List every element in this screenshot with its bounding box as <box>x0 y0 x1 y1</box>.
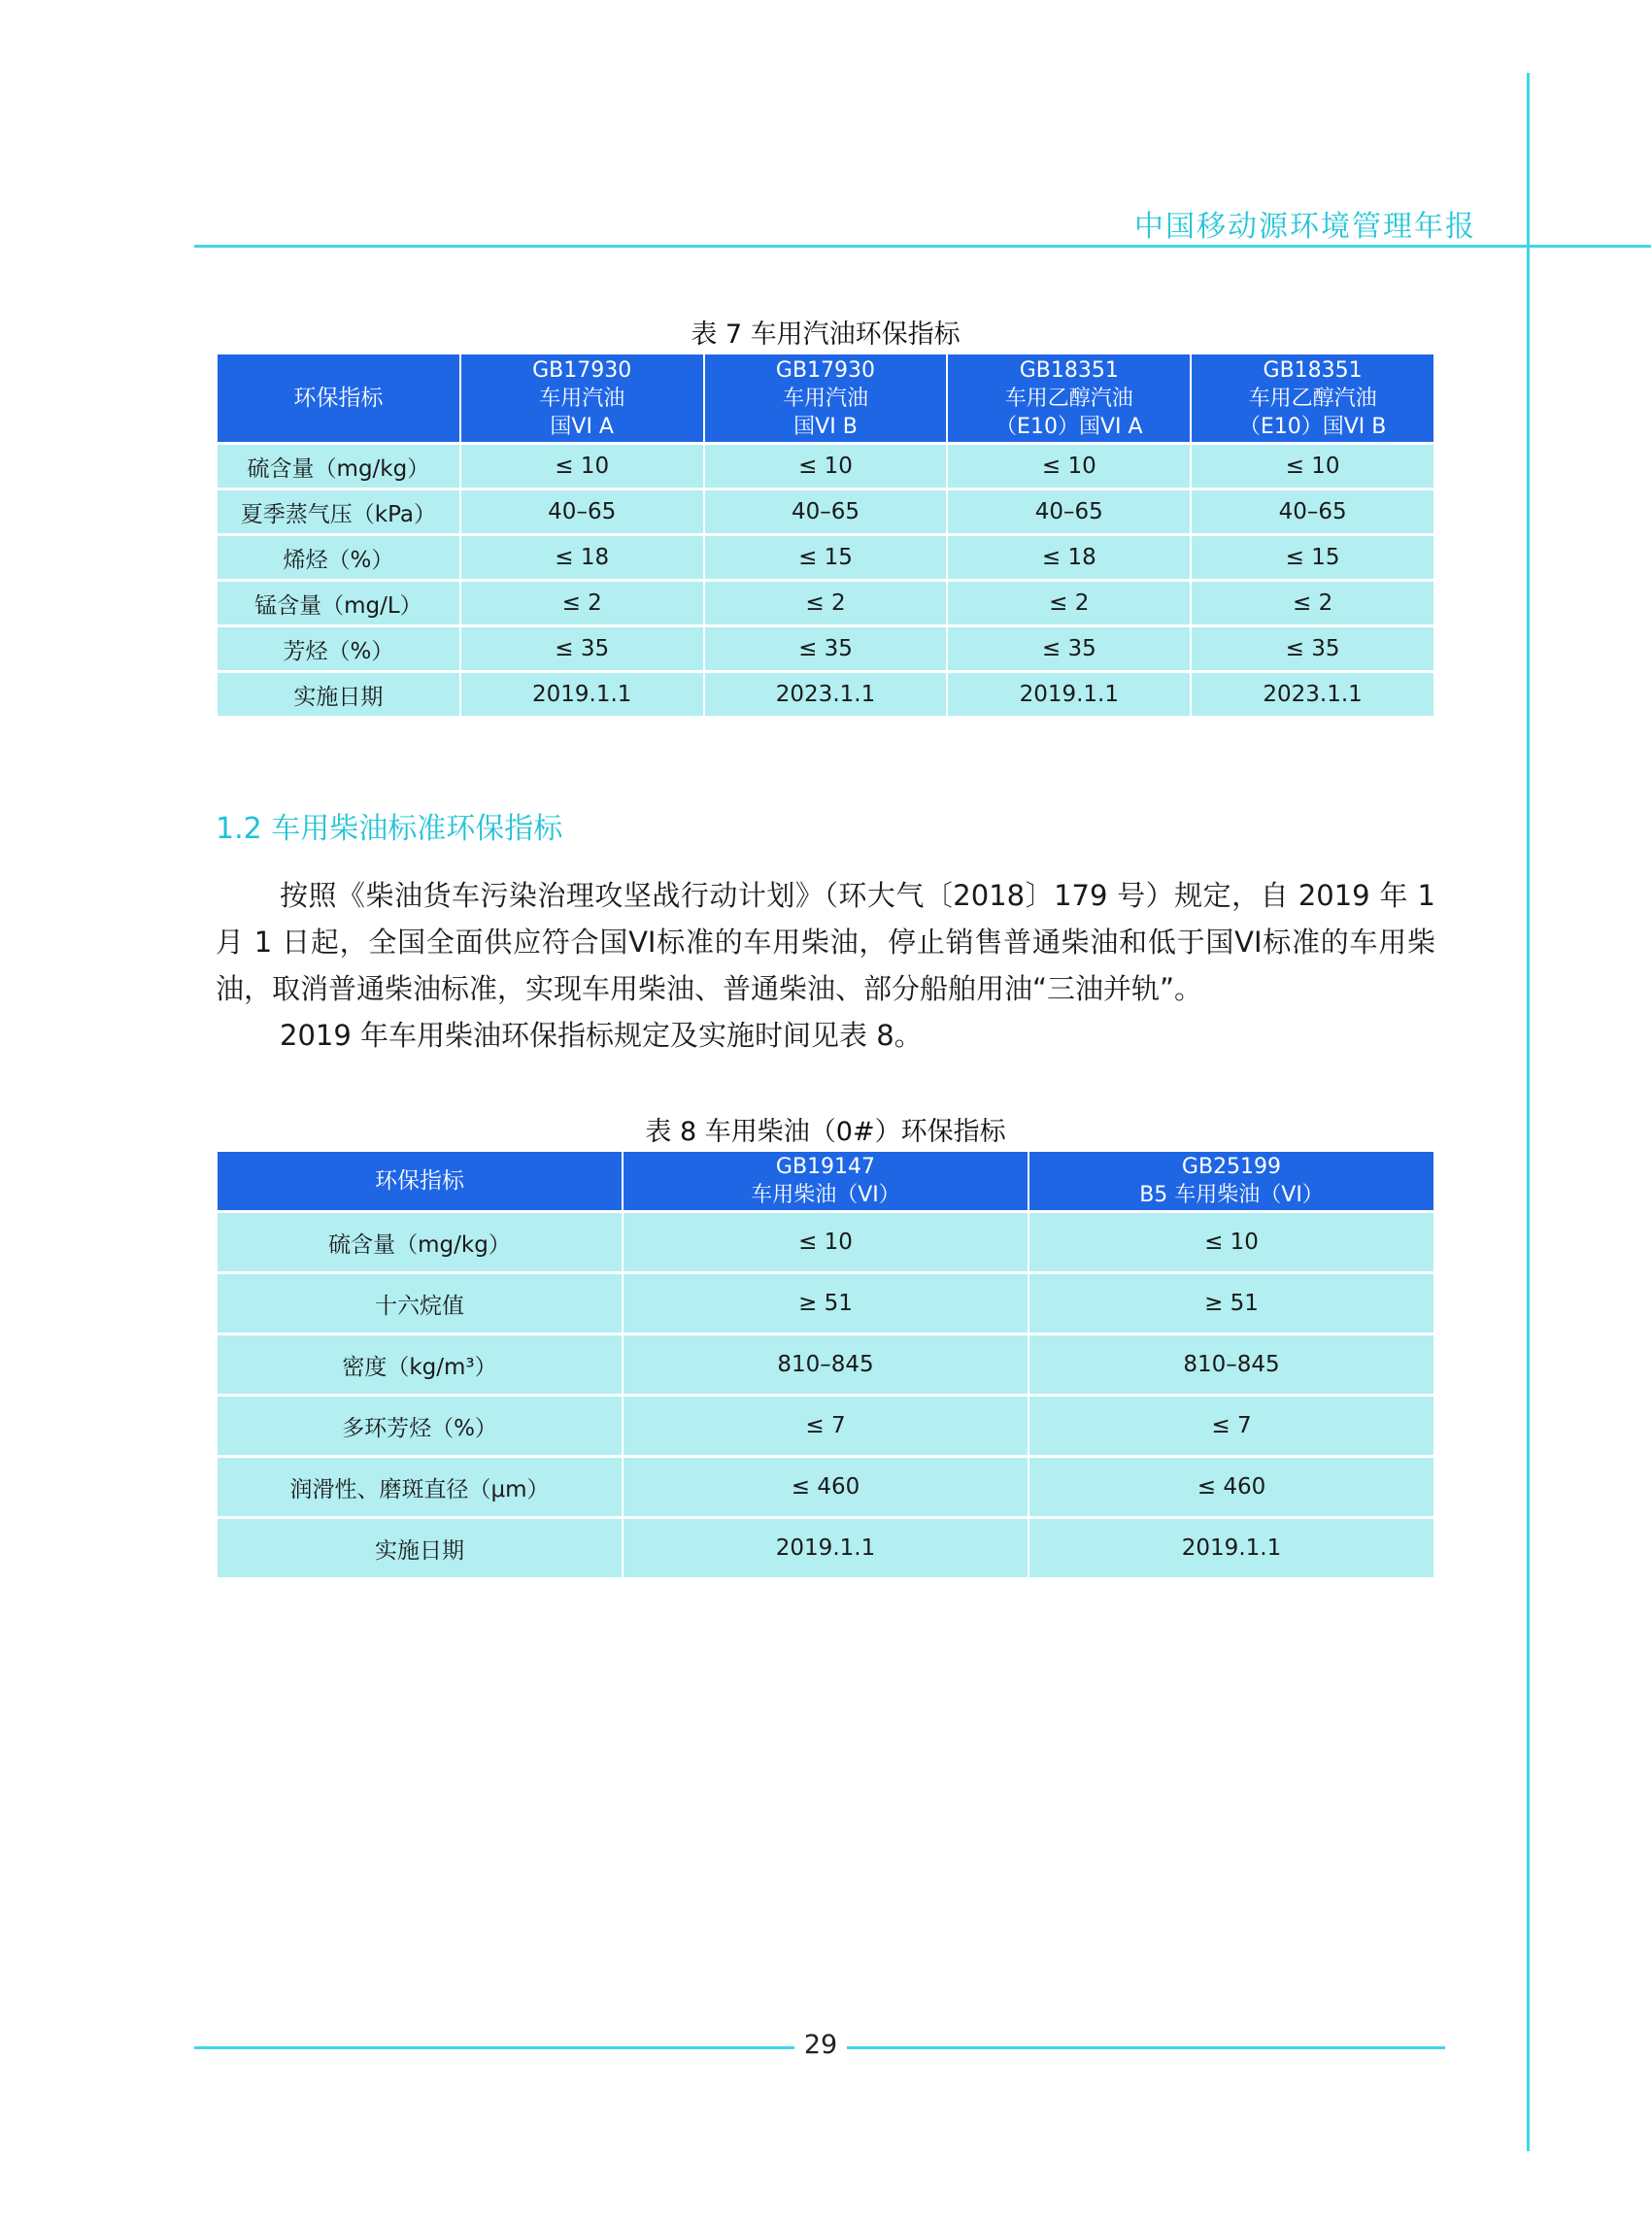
table-row <box>218 582 1433 624</box>
table-cell: ≤ 10 <box>624 1213 1028 1271</box>
column-header <box>1029 1152 1433 1210</box>
section-body <box>216 872 1435 1059</box>
table-cell: ≤ 15 <box>705 536 947 579</box>
table-cell: ≤ 10 <box>461 445 703 488</box>
column-header <box>461 354 703 442</box>
column-header <box>624 1152 1028 1210</box>
footer-rule-left <box>194 2046 794 2049</box>
footer-rule-right <box>847 2046 1445 2049</box>
table-cell: ≤ 35 <box>948 627 1190 670</box>
table-cell: 2019.1.1 <box>1029 1519 1433 1577</box>
column-header <box>1192 354 1433 442</box>
table-row <box>218 1274 1433 1332</box>
table-cell: 2023.1.1 <box>1192 673 1433 716</box>
column-header-line: 环保指标 <box>293 385 384 411</box>
table-cell: ≤ 2 <box>948 582 1190 624</box>
column-header-line: B5 车用柴油（VI） <box>1139 1183 1324 1207</box>
table-cell: ≤ 10 <box>1192 445 1433 488</box>
page-edge-rule <box>1527 73 1530 2151</box>
column-header-line: GB18351 <box>1263 357 1363 383</box>
column-header-line: 车用汽油 <box>782 386 868 411</box>
column-header-line: （E10）国VI B <box>1238 414 1387 439</box>
table-cell: ≤ 460 <box>1029 1458 1433 1516</box>
column-header-line: 车用乙醇汽油 <box>1248 386 1377 411</box>
table-cell: 40–65 <box>948 490 1190 533</box>
row-label: 十六烷值 <box>218 1274 622 1332</box>
table-cell: 2019.1.1 <box>948 673 1190 716</box>
table-row <box>218 536 1433 579</box>
column-header-line: GB18351 <box>1019 357 1119 383</box>
table8-body <box>218 1213 1433 1577</box>
column-header-line: GB17930 <box>775 357 876 383</box>
table-cell: ≤ 35 <box>461 627 703 670</box>
column-header-line: 车用乙醇汽油 <box>1004 386 1133 411</box>
table8-title: 表 8 车用柴油（0#）环保指标 <box>645 1117 1006 1147</box>
column-header-line: GB17930 <box>532 357 632 383</box>
row-label: 烯烃（%） <box>218 536 459 579</box>
table-cell: ≤ 10 <box>948 445 1190 488</box>
table-row <box>218 1213 1433 1271</box>
table-row <box>218 627 1433 670</box>
table-cell: ≤ 10 <box>1029 1213 1433 1271</box>
table-cell: ≤ 10 <box>705 445 947 488</box>
page-number: 29 <box>803 2030 838 2060</box>
paragraph: 按照《柴油货车污染治理攻坚战行动计划》（环大气〔2018〕179 号）规定，自 2019 年 1 月 1 日起，全国全面供应符合国VI标准的车用柴油，停止销售普通柴油和低于国VI标准的车用柴油，取消普通柴油标准，实现车用柴油、普通柴油、部分船舶用油“三油并轨”。 <box>216 879 1435 1005</box>
row-label: 锰含量（mg/L） <box>218 582 459 624</box>
table-cell: ≤ 7 <box>624 1397 1028 1455</box>
table-cell: ≤ 7 <box>1029 1397 1433 1455</box>
table-row <box>218 1458 1433 1516</box>
table-cell: ≤ 460 <box>624 1458 1028 1516</box>
table-cell: 40–65 <box>461 490 703 533</box>
table-cell: 2023.1.1 <box>705 673 947 716</box>
table7-header-row <box>218 354 1433 442</box>
row-label: 芳烃（%） <box>218 627 459 670</box>
section-title: 1.2 车用柴油标准环保指标 <box>216 812 563 846</box>
column-header-line: GB19147 <box>775 1155 876 1179</box>
table-cell: ≤ 35 <box>705 627 947 670</box>
row-label: 多环芳烃（%） <box>218 1397 622 1455</box>
table7-body <box>218 445 1433 716</box>
table-cell: 810–845 <box>1029 1335 1433 1394</box>
column-header-line: 车用柴油（VI） <box>751 1183 900 1207</box>
table-cell: ≥ 51 <box>1029 1274 1433 1332</box>
table-cell: 2019.1.1 <box>624 1519 1028 1577</box>
row-label: 润滑性、磨斑直径（μm） <box>218 1458 622 1516</box>
column-header <box>218 354 459 442</box>
column-header <box>218 1152 622 1210</box>
table-cell: 40–65 <box>705 490 947 533</box>
table-cell: ≤ 35 <box>1192 627 1433 670</box>
row-label: 硫含量（mg/kg） <box>218 445 459 488</box>
table-cell: ≤ 2 <box>461 582 703 624</box>
table-row <box>218 673 1433 716</box>
column-header-line: 车用汽油 <box>539 386 625 411</box>
table8-diesel-standards <box>216 1149 1435 1580</box>
header-rule <box>194 245 1651 248</box>
table-cell: ≤ 2 <box>705 582 947 624</box>
row-label: 密度（kg/m³） <box>218 1335 622 1394</box>
table-row <box>218 490 1433 533</box>
column-header-line: （E10）国VI A <box>995 414 1143 439</box>
table-cell: 40–65 <box>1192 490 1433 533</box>
table-cell: ≤ 18 <box>948 536 1190 579</box>
running-title: 中国移动源环境管理年报 <box>1134 210 1476 244</box>
column-header <box>948 354 1190 442</box>
paragraph: 2019 年车用柴油环保指标规定及实施时间见表 8。 <box>280 1019 923 1052</box>
table-cell: 2019.1.1 <box>461 673 703 716</box>
column-header-line: 国VI B <box>793 414 858 439</box>
table-row <box>218 445 1433 488</box>
column-header-line: 国VI A <box>550 414 614 439</box>
table8-header-row <box>218 1152 1433 1210</box>
row-label: 实施日期 <box>218 1519 622 1577</box>
row-label: 硫含量（mg/kg） <box>218 1213 622 1271</box>
table-row <box>218 1519 1433 1577</box>
table-cell: ≤ 2 <box>1192 582 1433 624</box>
table-cell: ≤ 15 <box>1192 536 1433 579</box>
row-label: 夏季蒸气压（kPa） <box>218 490 459 533</box>
table7-gasoline-standards <box>216 352 1435 719</box>
column-header-line: GB25199 <box>1181 1155 1282 1179</box>
table-row <box>218 1335 1433 1394</box>
table-cell: ≤ 18 <box>461 536 703 579</box>
column-header-line: 环保指标 <box>375 1167 464 1194</box>
table-row <box>218 1397 1433 1455</box>
table-cell: 810–845 <box>624 1335 1028 1394</box>
row-label: 实施日期 <box>218 673 459 716</box>
column-header <box>705 354 947 442</box>
table7-title: 表 7 车用汽油环保指标 <box>691 320 961 350</box>
table-cell: ≥ 51 <box>624 1274 1028 1332</box>
